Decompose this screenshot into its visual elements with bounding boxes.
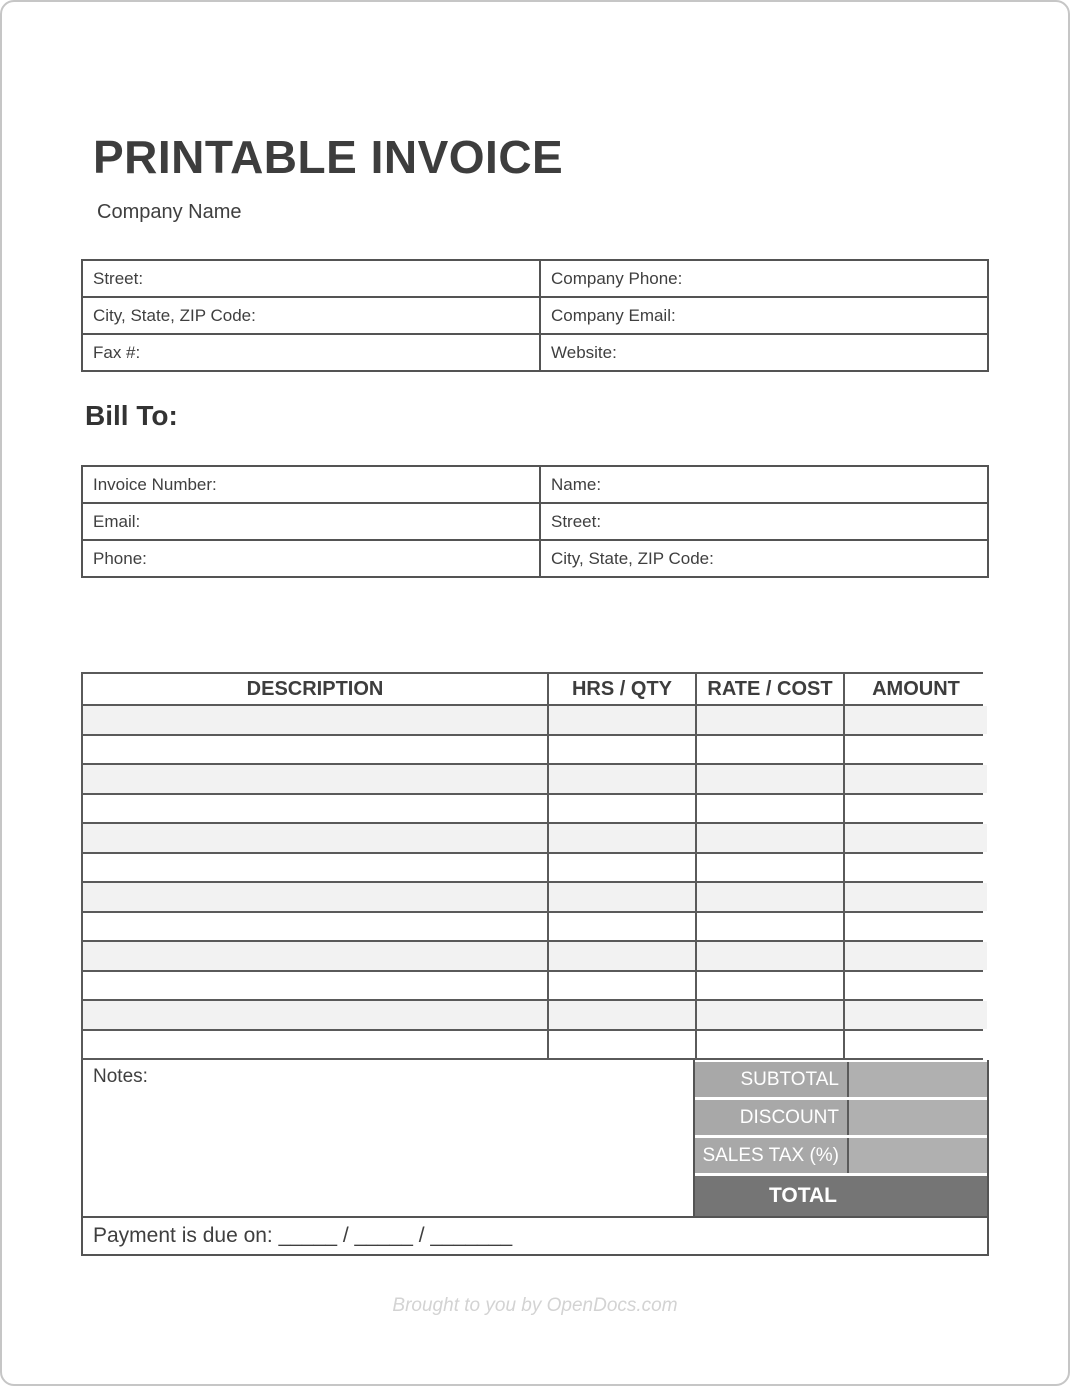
totals-section — [81, 1060, 989, 1218]
items-empty-cell — [697, 854, 843, 882]
items-empty-cell — [845, 1031, 987, 1059]
items-empty-cell — [697, 913, 843, 941]
summary-value-cell — [849, 1062, 987, 1097]
items-empty-cell — [549, 736, 695, 764]
items-empty-cell — [697, 942, 843, 970]
total-bar: TOTAL — [695, 1176, 987, 1216]
summary-column — [695, 1060, 987, 1216]
items-empty-cell — [83, 883, 547, 911]
bill-to-heading: Bill To: — [85, 400, 178, 431]
items-empty-cell — [83, 854, 547, 882]
items-empty-cell — [845, 913, 987, 941]
field-label-cell: Phone: — [83, 541, 539, 576]
items-empty-cell — [845, 824, 987, 852]
field-label-cell: Website: — [541, 335, 987, 370]
items-empty-cell — [845, 972, 987, 1000]
items-empty-cell — [83, 795, 547, 823]
company-name-label: Company Name — [97, 201, 242, 223]
items-empty-cell — [83, 942, 547, 970]
summary-value-cell — [849, 1100, 987, 1135]
field-label-cell: Company Email: — [541, 298, 987, 333]
items-empty-cell — [845, 765, 987, 793]
payment-due-row: Payment is due on: _____ / _____ / _______ — [81, 1218, 989, 1256]
items-empty-cell — [83, 972, 547, 1000]
line-items-table — [81, 672, 983, 1060]
summary-label: SALES TAX (%) — [695, 1138, 849, 1173]
summary-row — [695, 1100, 987, 1135]
summary-value-cell — [849, 1138, 987, 1173]
field-label-cell: Name: — [541, 467, 987, 502]
field-label-cell: Street: — [83, 261, 539, 296]
page-title: PRINTABLE INVOICE — [93, 131, 564, 183]
notes-box: Notes: — [83, 1060, 695, 1216]
items-empty-cell — [549, 1031, 695, 1059]
items-empty-cell — [549, 795, 695, 823]
summary-label: DISCOUNT — [695, 1100, 849, 1135]
items-empty-cell — [845, 883, 987, 911]
items-empty-cell — [697, 824, 843, 852]
items-empty-cell — [83, 736, 547, 764]
summary-row — [695, 1138, 987, 1173]
field-label-cell: City, State, ZIP Code: — [541, 541, 987, 576]
company-info-table — [81, 259, 989, 372]
items-empty-cell — [845, 795, 987, 823]
items-empty-cell — [845, 942, 987, 970]
footer-credit: Brought to you by OpenDocs.com — [392, 1295, 678, 1316]
items-empty-cell — [83, 1031, 547, 1059]
summary-label: SUBTOTAL — [695, 1062, 849, 1097]
items-empty-cell — [549, 765, 695, 793]
bill-to-table — [81, 465, 989, 578]
items-empty-cell — [845, 736, 987, 764]
items-header-cell: AMOUNT — [845, 674, 987, 704]
items-empty-cell — [549, 854, 695, 882]
field-label-cell: Fax #: — [83, 335, 539, 370]
items-empty-cell — [549, 1001, 695, 1029]
field-label-cell: Company Phone: — [541, 261, 987, 296]
items-empty-cell — [845, 706, 987, 734]
items-empty-cell — [697, 736, 843, 764]
items-empty-cell — [83, 765, 547, 793]
items-empty-cell — [697, 1001, 843, 1029]
items-empty-cell — [697, 706, 843, 734]
items-header-cell: RATE / COST — [697, 674, 843, 704]
items-empty-cell — [549, 824, 695, 852]
items-empty-cell — [83, 706, 547, 734]
items-empty-cell — [549, 942, 695, 970]
items-empty-cell — [83, 1001, 547, 1029]
summary-row — [695, 1062, 987, 1097]
items-header-cell: HRS / QTY — [549, 674, 695, 704]
items-empty-cell — [697, 883, 843, 911]
items-empty-cell — [549, 972, 695, 1000]
items-header-cell: DESCRIPTION — [83, 674, 547, 704]
items-empty-cell — [845, 854, 987, 882]
field-label-cell: Invoice Number: — [83, 467, 539, 502]
field-label-cell: Street: — [541, 504, 987, 539]
items-empty-cell — [845, 1001, 987, 1029]
items-empty-cell — [83, 913, 547, 941]
items-empty-cell — [697, 972, 843, 1000]
items-empty-cell — [549, 706, 695, 734]
field-label-cell: City, State, ZIP Code: — [83, 298, 539, 333]
field-label-cell: Email: — [83, 504, 539, 539]
items-empty-cell — [697, 1031, 843, 1059]
items-empty-cell — [697, 795, 843, 823]
items-empty-cell — [697, 765, 843, 793]
items-empty-cell — [549, 883, 695, 911]
items-empty-cell — [549, 913, 695, 941]
items-empty-cell — [83, 824, 547, 852]
